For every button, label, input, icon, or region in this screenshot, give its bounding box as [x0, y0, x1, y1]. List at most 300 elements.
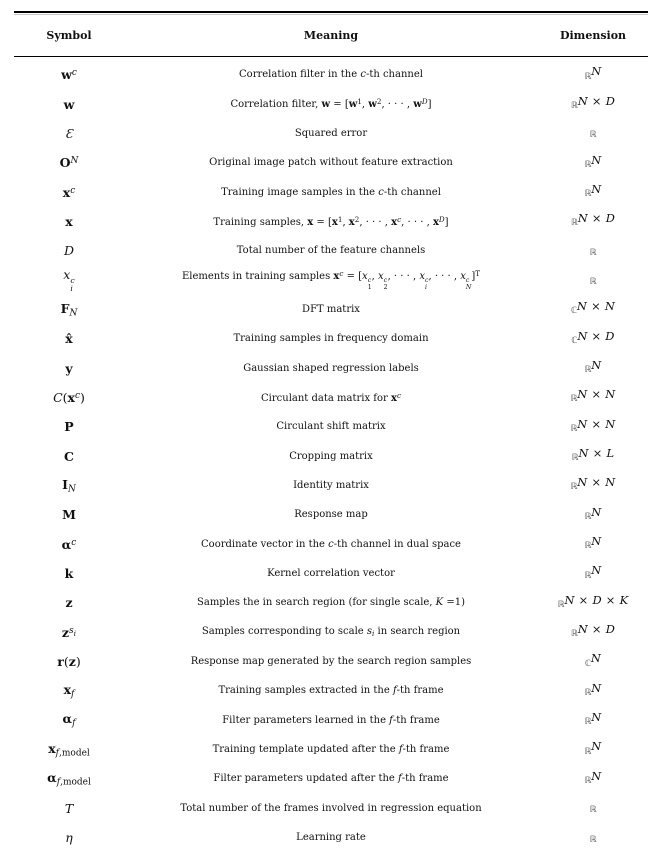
math-token: O: [59, 155, 71, 171]
math-token: , · · · ,: [381, 99, 414, 111]
table-row: [14, 735, 648, 764]
table-header-row: [14, 15, 648, 56]
math-token: , · · · ,: [387, 271, 420, 283]
math-token: N: [605, 475, 616, 490]
math-token: -th channel: [383, 186, 441, 198]
math-token: Samples corresponding to scale: [201, 626, 367, 638]
table-row: [14, 148, 648, 177]
math-token: x: [331, 217, 338, 228]
math-token: Kernel correlation vector: [267, 568, 395, 580]
dimension-cell: [538, 504, 648, 522]
meaning-cell: [124, 480, 538, 491]
math-token: c: [74, 390, 81, 401]
math-token: D: [63, 243, 75, 259]
table-row: [14, 794, 648, 823]
math-token: N: [578, 445, 589, 460]
math-token: ]: [427, 99, 432, 111]
math-token: x: [333, 271, 340, 283]
meaning-cell: [124, 333, 538, 344]
symbol-cell: [14, 741, 124, 759]
math-token: N: [591, 357, 602, 372]
table-row: [14, 324, 648, 353]
math-token: x: [377, 271, 384, 283]
math-token: Elements in training samples: [181, 271, 334, 283]
math-token: N: [591, 563, 602, 578]
math-token: ×: [574, 592, 593, 607]
meaning-cell: [124, 773, 538, 784]
table-row: [14, 823, 648, 852]
math-token: (: [62, 389, 68, 405]
math-token: ℝ: [570, 218, 578, 229]
table-row: [14, 559, 648, 588]
math-token: x: [48, 740, 56, 756]
table-row: [14, 353, 648, 382]
math-token: ×: [587, 328, 606, 343]
math-token: [577, 299, 615, 313]
math-token: [579, 446, 615, 460]
table-row: [14, 676, 648, 705]
symbol-cell: [14, 97, 124, 112]
math-token: ℝ: [584, 365, 592, 376]
math-token: x: [362, 271, 368, 283]
math-token: i: [372, 629, 375, 639]
math-token: N: [605, 416, 616, 431]
math-token: T: [475, 269, 481, 279]
math-token: x: [307, 217, 314, 228]
meaning-cell: [124, 568, 538, 579]
notation-table: [0, 11, 654, 852]
math-token: [577, 475, 615, 489]
table-row: [14, 706, 648, 735]
table-row: [14, 618, 648, 647]
math-token: z: [61, 624, 70, 640]
math-token: ]: [444, 217, 449, 228]
math-token: Samples the in search region (for single scale,: [197, 597, 436, 609]
math-token: 2: [354, 214, 360, 224]
math-token: N: [591, 680, 602, 695]
math-token: -th frame: [396, 685, 444, 697]
math-token: [591, 534, 601, 548]
meaning-cell: [124, 509, 538, 520]
meaning-cell: [124, 803, 538, 814]
math-token: N: [577, 387, 588, 402]
math-token: f: [55, 748, 59, 759]
math-token: c: [70, 275, 75, 285]
symbol-cell: [14, 830, 124, 845]
dimension-cell: [538, 273, 648, 287]
math-token: x: [63, 267, 71, 283]
dimension-cell: [538, 64, 648, 82]
math-token: = [: [313, 217, 332, 228]
table-row: [14, 119, 648, 148]
math-token: ×: [588, 622, 606, 637]
math-token: N: [577, 622, 588, 637]
math-token: x: [391, 217, 398, 228]
dimension-cell: [538, 93, 648, 112]
math-token: f: [389, 714, 393, 726]
math-token: = [: [330, 99, 349, 111]
math-token: ×: [588, 445, 607, 460]
math-token: [591, 710, 601, 724]
table-row: [14, 383, 648, 412]
math-token: c: [396, 390, 401, 400]
math-token: Response map: [294, 509, 368, 521]
math-token: I: [62, 476, 68, 492]
meaning-cell: [124, 539, 538, 550]
math-token: -th frame: [392, 714, 440, 726]
math-token: c: [397, 214, 402, 224]
math-token: in search region: [374, 626, 461, 638]
math-token: L: [606, 445, 615, 460]
math-token: [577, 329, 614, 343]
math-token: s: [366, 626, 373, 638]
math-token: ℝ: [571, 453, 579, 464]
math-token: x: [62, 184, 71, 200]
math-token: ×: [587, 416, 606, 431]
symbol-cell: [14, 267, 124, 293]
math-token: ]: [471, 271, 476, 283]
meaning-cell: [124, 187, 538, 198]
math-token: ℝ: [584, 71, 592, 82]
math-token: N: [69, 308, 78, 319]
dimension-cell: [538, 211, 648, 229]
symbol-cell: [14, 155, 124, 170]
table-row: [14, 89, 648, 118]
symbol-cell: [14, 801, 124, 816]
math-token: α: [61, 536, 72, 552]
table-body: [14, 57, 648, 852]
math-token: N: [591, 710, 602, 725]
math-token: [578, 622, 615, 636]
math-token: N: [576, 299, 588, 314]
math-token: [591, 64, 601, 78]
dimension-cell: [538, 181, 648, 200]
math-token: ): [80, 389, 85, 405]
symbol-cell: [14, 419, 124, 434]
dimension-cell: [538, 768, 648, 786]
meaning-cell: [124, 269, 538, 291]
math-token: [578, 94, 615, 108]
symbol-cell: [14, 595, 124, 610]
math-token: c: [328, 538, 334, 550]
math-token: ,: [342, 217, 349, 228]
math-token: ×: [587, 387, 606, 402]
math-token: ×: [601, 592, 620, 607]
symbol-cell: [14, 770, 124, 788]
math-token: x: [460, 271, 466, 283]
dimension-cell: [538, 592, 648, 610]
math-token: [57, 778, 91, 788]
dimension-cell: [538, 445, 648, 464]
math-token: ℝ: [589, 834, 597, 845]
math-token: N: [591, 504, 602, 519]
math-token: Total number of the frames involved in regression equation: [180, 802, 482, 814]
math-token: c: [378, 186, 384, 198]
meaning-cell: [124, 421, 538, 432]
math-token: ℝ: [584, 717, 592, 728]
math-token: c: [367, 277, 372, 285]
math-token: c: [71, 68, 77, 79]
dimension-cell: [538, 831, 648, 845]
dimension-cell: [538, 801, 648, 815]
math-token: x: [67, 389, 75, 405]
meaning-cell: [124, 157, 538, 168]
math-token: z: [68, 654, 76, 670]
math-token: 1: [367, 283, 372, 291]
dimension-cell: [538, 387, 648, 405]
math-token: [578, 211, 615, 225]
meaning-cell: [124, 69, 538, 80]
math-token: Cropping matrix: [289, 450, 373, 462]
math-token: f: [398, 744, 403, 756]
math-token: Training samples,: [213, 217, 308, 228]
table-row: [14, 647, 648, 676]
math-token: y: [65, 360, 73, 376]
symbol-cell: [14, 185, 124, 200]
math-token: Gaussian shaped regression labels: [243, 362, 419, 374]
math-token: ×: [588, 93, 606, 108]
math-token: α: [47, 770, 57, 786]
math-token: P: [64, 419, 74, 435]
math-token: D: [592, 592, 602, 607]
math-token: N: [577, 328, 588, 343]
symbol-cell: [14, 566, 124, 581]
math-token: ℝ: [589, 805, 597, 816]
math-token: -th channel in dual space: [333, 538, 461, 550]
math-token: F: [60, 300, 70, 316]
meaning-cell: [124, 304, 538, 315]
math-token: f: [72, 719, 76, 730]
math-token: α: [62, 711, 73, 727]
meaning-cell: [124, 128, 538, 139]
meaning-cell: [124, 215, 538, 228]
symbol-cell: [14, 67, 124, 82]
math-token: D: [605, 93, 616, 108]
math-token: ,model: [59, 748, 90, 759]
math-token: Training samples in frequency domain: [233, 333, 429, 345]
math-token: N: [465, 283, 472, 291]
math-token: i: [70, 283, 73, 293]
math-token: Total number of the feature channels: [236, 245, 426, 257]
math-token: [591, 358, 601, 372]
math-token: Identity matrix: [293, 479, 369, 491]
meaning-cell: [124, 391, 538, 404]
math-token: K: [435, 597, 444, 609]
math-token: 2: [376, 97, 382, 107]
table-row: [14, 236, 648, 265]
math-token: -th frame: [401, 773, 449, 785]
symbol-cell: [14, 243, 124, 258]
math-token: = [: [343, 271, 363, 283]
table-row: [14, 60, 648, 89]
math-token: Learning rate: [296, 832, 366, 844]
math-token: C: [64, 448, 74, 464]
dimension-cell: [538, 651, 648, 669]
math-token: ℝ: [584, 687, 592, 698]
math-token: x: [390, 393, 397, 405]
dimension-cell: [538, 328, 648, 346]
math-token: ℝ: [584, 511, 592, 522]
math-token: 1: [357, 97, 362, 107]
table-row: [14, 471, 648, 500]
table-row: [14, 441, 648, 470]
math-token: -th channel: [365, 69, 423, 81]
math-token: x̂: [65, 331, 73, 347]
math-token: [577, 417, 615, 431]
math-token: z: [65, 595, 73, 611]
math-token: Training samples extracted in the: [218, 685, 393, 697]
math-token: ℝ: [589, 247, 597, 258]
dimension-cell: [538, 533, 648, 552]
math-token: c: [360, 69, 366, 81]
table-row: [14, 265, 648, 294]
math-token: w: [61, 67, 72, 83]
symbol-cell: [14, 507, 124, 522]
table-row: [14, 588, 648, 617]
math-token: x: [63, 682, 72, 698]
math-token: ,: [371, 271, 378, 283]
math-token: N: [590, 651, 602, 666]
math-token: 2: [383, 283, 388, 291]
math-token: C: [53, 389, 63, 405]
meaning-cell: [124, 744, 538, 755]
math-token: ): [75, 654, 81, 670]
column-header-meaning: Meaning: [303, 29, 359, 42]
math-token: [591, 153, 601, 167]
math-token: D: [605, 622, 616, 637]
table-row: [14, 764, 648, 793]
math-token: [577, 387, 615, 401]
math-token: ℝ: [589, 277, 597, 288]
meaning-cell: [124, 245, 538, 256]
symbol-cell: [14, 390, 124, 405]
math-token: ℝ: [570, 423, 578, 434]
dimension-cell: [538, 126, 648, 140]
dimension-cell: [538, 299, 648, 317]
math-token: 1: [337, 214, 343, 224]
dimension-cell: [538, 357, 648, 376]
math-token: Response map generated by the search region samples: [190, 656, 472, 668]
math-token: T: [64, 800, 74, 816]
math-token: ℂ: [584, 658, 591, 669]
table-row: [14, 207, 648, 236]
math-token: -th frame: [402, 744, 450, 756]
symbol-cell: [14, 301, 124, 319]
math-token: N: [67, 484, 76, 495]
math-token: i: [425, 283, 427, 291]
math-token: [591, 563, 601, 577]
math-token: N: [604, 299, 616, 314]
math-token: c: [425, 277, 429, 285]
math-token: f: [392, 685, 397, 697]
math-token: ℂ: [571, 335, 578, 346]
symbol-cell: [14, 214, 124, 229]
math-token: ×: [588, 211, 606, 226]
math-token: ℝ: [570, 629, 578, 640]
math-token: k: [64, 566, 74, 582]
math-token: ℝ: [584, 159, 592, 170]
math-token: [70, 277, 74, 293]
table-row: [14, 500, 648, 529]
math-token: [56, 748, 90, 758]
math-token: , · · · ,: [359, 217, 392, 228]
dimension-cell: [538, 563, 648, 581]
math-token: ℝ: [584, 746, 592, 757]
math-token: Correlation filter,: [230, 99, 322, 111]
math-token: [591, 681, 601, 695]
math-token: N: [577, 475, 588, 490]
meaning-cell: [124, 97, 538, 110]
math-token: c: [383, 277, 388, 285]
meaning-cell: [124, 715, 538, 726]
math-token: Coordinate vector in the: [201, 538, 329, 550]
math-token: N: [591, 64, 602, 79]
dimension-cell: [538, 152, 648, 170]
dimension-cell: [538, 475, 648, 493]
meaning-cell: [124, 685, 538, 696]
math-token: η: [65, 830, 73, 846]
math-token: ,: [361, 99, 369, 111]
symbol-cell: [14, 477, 124, 495]
math-token: N: [564, 592, 575, 607]
meaning-cell: [124, 832, 538, 843]
math-token: w: [321, 99, 331, 111]
table-row: [14, 412, 648, 441]
math-token: ℝ: [584, 570, 592, 581]
column-header-symbol: Symbol: [46, 29, 92, 42]
math-token: ×: [587, 299, 605, 314]
math-token: N: [70, 156, 79, 167]
math-token: x: [65, 213, 73, 229]
math-token: N: [605, 387, 616, 402]
math-token: c: [339, 269, 344, 279]
symbol-cell: [14, 331, 124, 346]
math-token: c: [71, 537, 77, 548]
math-token: D: [605, 328, 615, 343]
dimension-cell: [538, 622, 648, 640]
math-token: N: [591, 152, 602, 167]
math-token: c: [465, 277, 470, 285]
math-token: , · · · ,: [401, 217, 433, 228]
table-row: [14, 530, 648, 559]
math-token: x: [419, 271, 425, 283]
math-token: N: [577, 416, 588, 431]
math-token: M: [62, 507, 76, 523]
math-token: ℝ: [584, 189, 592, 200]
symbol-cell: [14, 361, 124, 376]
math-token: Circulant data matrix for: [261, 393, 391, 405]
math-token: N: [591, 739, 602, 754]
meaning-cell: [124, 363, 538, 374]
math-token: [591, 182, 601, 196]
math-token: D: [605, 211, 616, 226]
math-token: N: [577, 93, 588, 108]
dimension-cell: [538, 244, 648, 258]
symbol-cell: [14, 625, 124, 640]
math-token: D: [438, 214, 445, 224]
math-token: K: [619, 592, 629, 607]
math-token: w: [368, 99, 377, 111]
math-token: Ɛ: [65, 125, 73, 141]
math-token: Training image samples in the: [221, 186, 379, 198]
math-token: x: [348, 217, 355, 228]
math-token: [591, 505, 601, 519]
math-token: ℝ: [589, 130, 597, 141]
symbol-cell: [14, 126, 124, 141]
math-token: s: [69, 625, 74, 636]
math-token: [591, 739, 601, 753]
math-token: f: [56, 777, 61, 788]
